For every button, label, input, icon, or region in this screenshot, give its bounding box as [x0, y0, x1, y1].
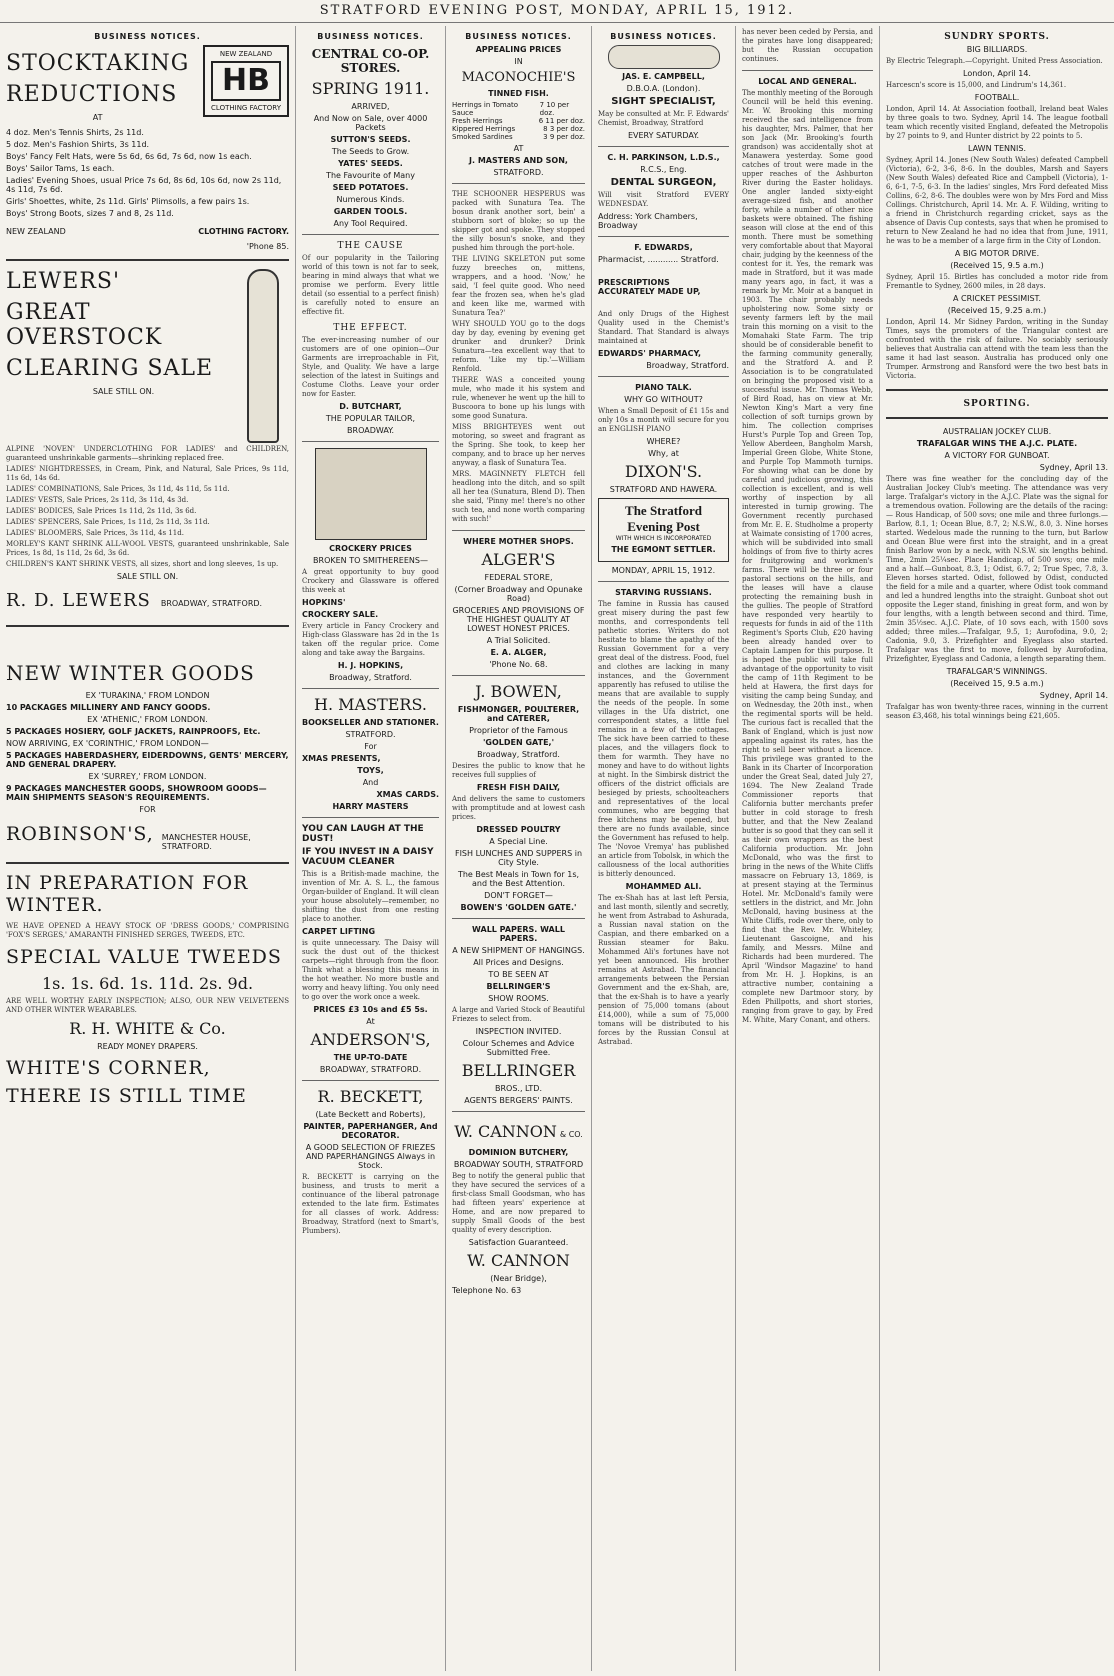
garden-tools: GARDEN TOOLS.: [333, 207, 408, 216]
tea-ad: THE LIVING SKELETON put some fuzzy breeches on, mittens, wrappers, and a hood. 'Now,' he said, 'I feel quite good. Who need fear the frozen sea, when he's glad and keen like me, warmed with Sunatura Tea?': [452, 255, 585, 317]
algers: ALGER'S: [481, 550, 556, 569]
fish-name: Fresh Herrings: [452, 117, 503, 125]
in: IN: [514, 57, 523, 66]
whites-corner: WHITE'S CORNER,: [6, 1057, 211, 1079]
stratford: STRATFORD.: [493, 168, 544, 177]
stock-item: Boys' Sailor Tams, 1s each.: [6, 164, 115, 173]
andersons: ANDERSON'S,: [310, 1030, 431, 1049]
rd-lewers: R. D. LEWERS: [6, 590, 151, 611]
harry-masters: HARRY MASTERS: [332, 802, 409, 811]
packages-1: 10 PACKAGES MILLINERY AND FANCY GOODS.: [6, 703, 211, 712]
lewers-item: LADIES' BODICES, Sale Prices 1s 11d, 2s 11d, 3s 6d.: [6, 507, 197, 515]
stock-item: 5 doz. Men's Fashion Shirts, 3s 11d.: [6, 140, 150, 149]
fish-price: 7 10 per doz.: [539, 101, 570, 117]
divider: [302, 817, 439, 818]
lewers-item: MORLEY'S KANT SHRINK ALL-WOOL VESTS, guaranteed unshrinkable, Sale Prices, 1s 8d, 1s 11d, 2s 6d, 3s 6d.: [6, 540, 289, 557]
divider: [598, 581, 729, 582]
will-visit: Will visit Stratford EVERY WEDNESDAY.: [598, 191, 729, 208]
divider: [452, 675, 585, 676]
fish-price: 6 11 per doz.: [538, 117, 585, 125]
fish-row: [452, 133, 585, 141]
fish-price: 3 9 per doz.: [543, 133, 585, 141]
tennis-body: Sydney, April 14. Jones (New South Wales) defeated Campbell (Victoria), 6-2, 3-6, 8-6. In the doubles, Marsh and Sayers (New South Wales) defeated Rice and Campbell (Victoria), 1-6, 6-1, 7-5, 6-3. In the ladies' singles, Mrs Ford defeated Miss Collins, 6-2, 8-6. The doubles were won by Mrs Ford and Miss Collings. Christchurch, April 14. Mr. A. F. Wilding, writing to a friend in Christchurch regarding cricket, says as the absence of Davis Cup contests, says that when he promised to return to New Zealand he had no idea that from June, 1911, he was to be a member of a large firm in the City of London.: [886, 156, 1108, 245]
on-sale: And Now on Sale, over 4000 Packets: [313, 114, 428, 132]
rcs: R.C.S., Eng.: [640, 165, 687, 174]
mother-shops: WHERE MOTHER SHOPS.: [463, 537, 574, 546]
mohammed-ali: MOHAMMED ALI.: [625, 882, 702, 891]
consulted: May be consulted at Mr. F. Edwards' Chemist, Broadway, Stratford: [598, 110, 729, 127]
the-effect: THE EFFECT.: [333, 323, 408, 333]
favourite: The Favourite of Many: [326, 171, 415, 180]
edwards: F. EDWARDS,: [634, 243, 693, 252]
racing-body: There was fine weather for the concluding day of the Australian Jockey Club's meeting. The attendance was very large. Trafalgar's victory in the A.J.C. Plate was the signal for a tremendous ovation. Following are the details of the racing:— Rous Handicap, of 500 sovs; one mile and three furlongs.—Barlow, 8.1, 1; Ocean Blue, 8.7, 2; N.S.W., 8.0, 3. Nine horses started. Wedelous made the running to the turn, but Barlow and Ocean Blue were first into the straight, and in a great finish Barlow won by a neck, with N.S.W. six lengths behind. Time, 2min 25¼sec. Place Handicap, of 500 sovs; one mile and a half.—Gunboat, 8.3, 1; Odist, 6.7, 2; True Spec, 7.8, 3. Eleven horses started. Odist, followed by Odist, conducted the field for a mile and a quarter, where Odist took command and led a hundred lengths into the straight. Gunboat shot out opposite the Leger stand, finishing in great form, and won by four lengths, with a length between second and third. Time, 2min 35½sec. A.J.C. Plate, of 10 sovs each, with 1500 sovs added; three miles.—Trafalgar, 9.5, 1; Aurofodina, 9.0, 2; Cadonia, 9.0, 3. Prizefighter and Eyeglass also started. Trafalgar was the first to move, followed by Aurofodina, Prizefighter, Eyeglass and Cadonia, a length separating them.: [886, 475, 1108, 663]
rh-white: R. H. WHITE & Co.: [69, 1019, 226, 1038]
divider: [452, 1111, 585, 1112]
tea-ad: MISS BRIGHTEYES went out motoring, so sweet and fragrant as the Spring. She took, to keep her company, and to brace up her nerves anyway, a flask of Sunatura Tea.: [452, 423, 585, 467]
incorporated: WITH WHICH IS INCORPORATED: [615, 535, 712, 542]
late-beckett: (Late Beckett and Roberts),: [315, 1110, 426, 1119]
arrived: ARRIVED,: [351, 102, 390, 111]
masters-son: J. MASTERS AND SON,: [469, 156, 568, 165]
and-co: & CO.: [559, 1130, 583, 1139]
broadway: BROADWAY.: [347, 426, 394, 435]
column-3: [446, 26, 592, 1671]
column-6: [880, 26, 1114, 1671]
egmont-settler: THE EGMONT SETTLER.: [611, 545, 716, 554]
dominion: DOMINION BUTCHERY,: [468, 1148, 569, 1157]
cricket-pessimist: A CRICKET PESSIMIST.: [952, 294, 1042, 303]
broadway-south: BROADWAY SOUTH, STRATFORD: [453, 1160, 584, 1169]
london: London, April 14.: [963, 69, 1031, 78]
effect-body: The ever-increasing number of our customers are of one opinion—Our Garments are irreproachable in Fit, Style, and Quality. We have a large selection of the latest in Suitings and Costume Cloths. Leave your order now for Easter.: [302, 336, 439, 398]
logo-top: NEW ZEALAND: [219, 50, 273, 58]
dixons: DIXON'S.: [624, 462, 703, 481]
fish-row: [452, 117, 585, 125]
special-line: A Special Line.: [489, 837, 548, 846]
bros: BROS., LTD.: [495, 1084, 542, 1093]
lewers-item: LADIES' BLOOMERS, Sale Prices, 3s 11d, 4s 11d.: [6, 529, 184, 537]
ea-alger: E. A. ALGER,: [490, 648, 547, 657]
smithereens: BROKEN TO SMITHEREENS—: [313, 556, 428, 565]
ajc: AUSTRALIAN JOCKEY CLUB.: [942, 427, 1052, 436]
divider: [6, 259, 289, 261]
divider: [598, 376, 729, 377]
column-1: [0, 26, 296, 1671]
dressed-poultry: DRESSED POULTRY: [476, 825, 561, 834]
billiards-body: Harcescn's score is 15,000, and Lindrum's 14,361.: [886, 81, 1067, 89]
and-delivers: And delivers the same to customers with promptitude and at lowest cash prices.: [452, 795, 585, 821]
spring-1911: SPRING 1911.: [311, 79, 430, 98]
r-beckett: R. BECKETT,: [317, 1087, 424, 1106]
prescriptions: PRESCRIPTIONS ACCURATELY MADE UP,: [598, 278, 701, 296]
now-arriving: NOW ARRIVING, EX 'CORINTHIC,' FROM LONDON—: [6, 739, 209, 748]
column-2: [296, 26, 446, 1671]
inspection: INSPECTION INVITED.: [475, 1027, 562, 1036]
crockery-sale: CROCKERY SALE.: [302, 610, 379, 619]
fish-name: Herrings in Tomato Sauce: [452, 101, 519, 117]
divider: [742, 70, 873, 71]
why-at: Why, at: [648, 449, 679, 458]
hb-logo: [203, 45, 289, 117]
popular-tailor: THE POPULAR TAILOR,: [325, 414, 416, 423]
to-be-seen: TO BE SEEN AT: [488, 970, 549, 979]
sale-still-on: SALE STILL ON.: [92, 387, 155, 396]
dont-forget: DON'T FORGET—: [484, 891, 553, 900]
divider: [452, 918, 585, 919]
stock-item: Girls' Shoettes, white, 2s 11d. Girls' Plimsolls, a few pairs 1s.: [6, 197, 250, 206]
column-5: [736, 26, 880, 1671]
business-notices-header: BUSINESS NOTICES.: [317, 32, 424, 41]
divider: [598, 236, 729, 237]
trial: A Trial Solicited.: [486, 636, 551, 645]
opened-text: WE HAVE OPENED A HEAVY STOCK OF 'DRESS GOODS,' COMPRISING 'FOX'S SERGES,' AMARANTH FINISHED SERGES, TWEEDS, ETC.: [6, 922, 289, 939]
robinsons: ROBINSON'S,: [6, 823, 154, 845]
toys: TOYS,: [357, 766, 384, 775]
winnings-body: Trafalgar has won twenty-three races, winning in the current season £3,468, his total winnings being £21,605.: [886, 703, 1108, 720]
broadway-stratford: Broadway, Stratford.: [646, 361, 729, 370]
top-body: has never been ceded by Persia, and the pirates have long disappeared; but the Russian occupation continues.: [742, 28, 873, 63]
satisfaction: Satisfaction Guaranteed.: [468, 1238, 569, 1247]
reductions-heading: REDUCTIONS: [6, 82, 178, 107]
sporting: SPORTING.: [963, 399, 1031, 409]
bellringer: BELLRINGER: [461, 1061, 576, 1080]
divider: [302, 1080, 439, 1081]
broadway-stratford-2: BROADWAY, STRATFORD.: [319, 1065, 422, 1074]
stock-item: 4 doz. Men's Tennis Shirts, 2s 11d.: [6, 128, 144, 137]
good-selection: A GOOD SELECTION OF FRIEZES AND PAPERHANGINGS Always in Stock.: [305, 1143, 436, 1170]
at: AT: [513, 144, 524, 153]
divider: [302, 441, 439, 442]
divider: [6, 625, 289, 627]
starving-russians: STARVING RUSSIANS.: [615, 588, 712, 597]
pessimist-body: London, April 14. Mr Sidney Pardon, writing in the Sunday Times, says the promoters of the Triangular contest are confronted with the risk of failure. No sociably seriously believes that Australia can attend with the team less than the same it had last season. Australia has produced only one Trumper. Armstrong and Ransford were the two best bats in Victoria.: [886, 318, 1108, 380]
lewers-item: CHILDREN'S KANT SHRINK VESTS, all sizes, short and long sleeves, 1s up.: [6, 560, 279, 568]
xmas-presents: XMAS PRESENTS,: [302, 754, 381, 763]
gunboat: A VICTORY FOR GUNBOAT.: [944, 451, 1050, 460]
federal-store: FEDERAL STORE,: [484, 573, 553, 582]
received-1: (Received 15, 9.5 a.m.): [950, 261, 1044, 270]
for-label: FOR: [139, 805, 156, 814]
lewers-item: LADIES' VESTS, Sale Prices, 2s 11d, 3s 11d, 4s 3d.: [6, 496, 189, 504]
starving-body: The famine in Russia has caused great misery during the past few months, and correspondents tell pathetic stories. Writers do not hesitate to blame the apathy of the Russian Government for a very great deal of the distress. Food, fuel and clothes are lacking in many instances, and the Government apparently has refused to utilise the means that are available to supply the needs of the people. In some villages in the Ufa district, one correspondent states, a little fuel remains in a few of the cottages. The sick have been carried to these places, and the villagers flock to them for warmth. They have no money and have to do without lights at night. In the Simbirsk district the officers of the district officials are besieged by priests, schoolteachers and representatives of the local communes, who are begging that free kitchens may be opened, but there are no funds available, since the Government has refused to help. The 'Novoe Vremya' has published an article from Tobolsk, in which the callousness of the local authorities is bitterly denounced.: [598, 600, 729, 878]
ex-surrey: EX 'SURREY,' FROM LONDON.: [88, 772, 207, 781]
carpet-body: is quite unnecessary. The Daisy will suck the dust out of the thickest carpets—right through from the floor. Think what a blessing this means in the hot weather. No more bustle and worry and heavy lifting. You only need to go over the work once a week.: [302, 939, 439, 1001]
j-bowen: J. BOWEN,: [475, 682, 562, 701]
maconochie: MACONOCHIE'S: [461, 70, 576, 85]
divider: [6, 862, 289, 864]
lewers-item: ALPINE 'NOVEN' UNDERCLOTHING FOR LADIES' and CHILDREN, guaranteed unshrinkable garments—shrinking replaced free.: [6, 445, 289, 462]
new-shipment: A NEW SHIPMENT OF HANGINGS.: [452, 946, 585, 955]
tweed-prices: 1s. 1s. 6d. 1s. 11d. 2s. 9d.: [41, 974, 254, 993]
large-stock: A large and Varied Stock of Beautiful Friezes to select from.: [452, 1006, 585, 1023]
mohammed-body: The ex-Shah has at last left Persia, and last month, silently and secretly, he went from Astrabad to Ashurada, a Russian naval station on the Caspian, and there embarked on a Russian steamer for Baku. Mohammed Ali's fortunes have not yet been announced. His brother remains at Astrabad. The financial arrangements between the Persian Government and the ex-Shah, are, that the ex-Shah is to have a yearly pension of 75,000 tomans (about £14,000), while a sum of 75,000 tomans will be distributed to his forces by the Russian Consul at Astrabad.: [598, 894, 729, 1046]
phone: 'Phone No. 68.: [489, 660, 548, 669]
xmas-cards: XMAS CARDS.: [376, 790, 439, 799]
fresh-fish: FRESH FISH DAILY,: [476, 783, 561, 792]
desires: Desires the public to know that he receives full supplies of: [452, 762, 585, 779]
the-cause: THE CAUSE: [337, 241, 404, 251]
worthy-text: ARE WELL WORTHY EARLY INSPECTION; ALSO, OUR NEW VELVETEENS AND OTHER WINTER WEARABLES.: [6, 997, 289, 1014]
tea-ad: THE SCHOONER HESPERUS was packed with Sunatura Tea. The bosun drank another sort, bein' a stubborn sort of bloke; so up the skipper got and spoke. They stopped the silly bosun's snoke, and they pushed him through the port-hole.: [452, 190, 585, 252]
broadway-stratford: Broadway, Stratford.: [477, 750, 560, 759]
phone: 'Phone 85.: [246, 242, 289, 251]
cause-body: Of our popularity in the Tailoring world of this town is not far to seek, bearing in mind always that what we promise we perform. Every little detail (so essential to a perfect finish) is carefully noted to ensure an effective fit.: [302, 254, 439, 316]
trafalgar-wins: TRAFALGAR WINS THE A.J.C. PLATE.: [916, 439, 1078, 448]
bellringers: BELLRINGER'S: [486, 982, 551, 991]
column-4: [592, 26, 736, 1671]
corner: (Corner Broadway and Opunake Road): [454, 585, 583, 603]
for: For: [364, 742, 377, 751]
invest-heading: IF YOU INVEST IN A DAISY VACUUM CLEANER: [302, 847, 434, 867]
at-label: AT: [92, 113, 103, 122]
invest-body: This is a British-made machine, the invention of Mr. A. S. L., the famous Organ-builder of England. It will clean your house absolutely—remember, no shifting the dust from one resting place to another.: [302, 870, 439, 923]
nz-footer: NEW ZEALAND: [6, 227, 66, 236]
every-saturday: EVERY SATURDAY.: [627, 131, 700, 140]
wall-papers: WALL PAPERS. WALL PAPERS.: [472, 925, 565, 943]
crockery-prices: CROCKERY PRICES: [329, 544, 412, 553]
crockery-illustration: [315, 448, 427, 540]
tinned-fish: TINNED FISH.: [488, 89, 549, 98]
stock-item: Ladies' Evening Shoes, usual Price 7s 6d, 8s 6d, 10s 6d, now 2s 11d, 4s 11d, 7s 6d.: [6, 176, 282, 194]
factory-footer: CLOTHING FACTORY.: [198, 227, 289, 236]
appealing-prices: APPEALING PRICES: [475, 45, 562, 54]
where: WHERE?: [646, 437, 681, 446]
divider: [886, 417, 1108, 419]
divider: [302, 688, 439, 689]
sale-still-on-2: SALE STILL ON.: [116, 572, 179, 581]
butchart: D. BUTCHART,: [339, 402, 402, 411]
ex-turakina: EX 'TURAKINA,' FROM LONDON: [85, 691, 210, 700]
any-tool: Any Tool Required.: [333, 219, 408, 228]
best: The Seeds to Grow.: [331, 147, 410, 156]
painter: PAINTER, PAPERHANGER, And DECORATOR.: [303, 1122, 438, 1140]
ex-athenic: EX 'ATHENIC,' FROM LONDON.: [87, 715, 208, 724]
dental-surgeon: DENTAL SURGEON,: [610, 177, 717, 188]
tweeds-heading: SPECIAL VALUE TWEEDS: [6, 946, 282, 968]
tea-ad: WHY SHOULD YOU go to the dogs day by day, evening by evening get drunker and drunker? Drink Sunatura—tea excellent way that to reform. 'Like my tip.'—William Renfold.: [452, 320, 585, 373]
and-only: And only Drugs of the Highest Quality used in the Chemist's Standard. That Standard is always maintained at: [598, 310, 729, 345]
big-billiards: BIG BILLIARDS.: [966, 45, 1028, 54]
lewers-heading: LEWERS': [6, 269, 121, 294]
lewers-item: LADIES' NIGHTDRESSES, in Cream, Pink, and Natural, Sale Prices, 9s 11d, 11s 6d, 14s 6d.: [6, 465, 289, 482]
business-notices-header: BUSINESS NOTICES.: [610, 32, 717, 41]
spectacles-illustration: [608, 45, 720, 69]
divider: [886, 389, 1108, 391]
lewers-item: LADIES' COMBINATIONS, Sale Prices, 3s 11d, 4s 11d, 5s 11d.: [6, 485, 230, 493]
clearing-heading: CLEARING SALE: [6, 356, 214, 381]
best-meals: The Best Meals in Town for 1s, and the Best Attention.: [457, 870, 580, 888]
football: FOOTBALL.: [974, 93, 1020, 102]
proprietor: Proprietor of the Famous: [469, 726, 568, 735]
received-3: (Received 15, 9.5 a.m.): [950, 679, 1044, 688]
golden-gate: 'GOLDEN GATE,': [482, 738, 555, 747]
overstock-heading: GREAT OVERSTOCK: [6, 300, 163, 350]
fish-name: Kippered Herrings: [452, 125, 516, 133]
crockery-body: A great opportunity to buy good Crockery and Glassware is offered this week at: [302, 568, 439, 594]
paper-title: The Stratford Evening Post: [625, 503, 702, 534]
piano-body: When a Small Deposit of £1 15s and only 10s a month will secure for you an ENGLISH PIANO: [598, 407, 729, 433]
tea-ad: THERE WAS a conceited young mule, who made it his system and rule, whenever he went up the hill to Buscoora to bone up his lungs with some good Sunatura.: [452, 376, 585, 420]
telegraph: By Electric Telegraph.—Copyright. United Press Association.: [886, 57, 1103, 65]
all-prices: All Prices and Designs.: [473, 958, 564, 967]
logo-bottom: CLOTHING FACTORY: [211, 104, 281, 112]
bookseller: BOOKSELLER AND STATIONER.: [302, 718, 439, 727]
trafalgars-winnings: TRAFALGAR'S WINNINGS.: [946, 667, 1048, 676]
near-bridge: (Near Bridge),: [490, 1274, 547, 1283]
fish-price: 8 3 per doz.: [543, 125, 585, 133]
telephone: Telephone No. 63: [452, 1286, 522, 1295]
motor-drive: A BIG MOTOR DRIVE.: [954, 249, 1040, 258]
broadway-stratford: Broadway, Stratford.: [329, 673, 412, 682]
divider: [302, 234, 439, 235]
stock-item: Boys' Fancy Felt Hats, were 5s 6d, 6s 6d, 7s 6d, now 1s each.: [6, 152, 252, 161]
sydney-14: Sydney, April 14.: [1039, 691, 1108, 700]
showrooms: SHOW ROOMS.: [488, 994, 549, 1003]
stratford-hawera: STRATFORD AND HAWERA.: [609, 485, 718, 494]
sundry-sports: SUNDRY SPORTS.: [944, 32, 1050, 42]
stock-item: Boys' Strong Boots, sizes 7 and 8, 2s 11d.: [6, 209, 174, 218]
yates: YATES' SEEDS.: [338, 159, 403, 168]
fish-row: [452, 125, 585, 133]
football-body: London, April 14. At Association football, Ireland beat Wales by three goals to two. Sydney, April 14. The league football team which recently visited England, defeated the Metropolis by 27 points to 9, and Hunter district by 22 points to 5.: [886, 105, 1108, 140]
new-winter-goods: NEW WINTER GOODS: [6, 661, 255, 685]
w-cannon: W. CANNON: [454, 1122, 557, 1141]
suttons: SUTTON'S SEEDS.: [330, 135, 411, 144]
parkinson: C. H. PARKINSON, L.D.S.,: [607, 153, 720, 162]
crockery-body-2: Every article in Fancy Crockery and High-class Glassware has 2d in the 1s taken off the regular price. Come along and take away the Bargains.: [302, 622, 439, 657]
lawn-tennis: LAWN TENNIS.: [967, 144, 1026, 153]
sight-specialist: SIGHT SPECIALIST,: [611, 96, 716, 107]
w-cannon-2: W. CANNON: [467, 1251, 570, 1270]
h-masters: H. MASTERS.: [314, 695, 427, 714]
packages-3: 5 PACKAGES HABERDASHERY, EIDERDOWNS, GENTS' MERCERY, AND GENERAL DRAPERY.: [6, 751, 289, 769]
seed-potatoes: SEED POTATOES.: [332, 183, 409, 192]
divider: [598, 146, 729, 147]
cannon-body: Beg to notify the general public that they have secured the services of a first-class Small Goodsman, who has had fifteen years' experience at Home, and are now prepared to supply Small Goods of the best quality of every description.: [452, 1172, 585, 1234]
bowens-gate: BOWEN'S 'GOLDEN GATE.': [460, 903, 577, 912]
business-notices-header: BUSINESS NOTICES.: [465, 32, 572, 41]
colour-schemes: Colour Schemes and Advice Submitted Free.: [462, 1039, 575, 1057]
stratford: STRATFORD.: [345, 730, 396, 739]
central-coop: CENTRAL CO-OP. STORES.: [311, 47, 430, 75]
motor-body: Sydney, April 15. Birtles has concluded a motor ride from Fremantle to Sydney, 2600 miles, in 28 days.: [886, 273, 1108, 290]
business-notices-header: BUSINESS NOTICES.: [94, 32, 201, 41]
and: And: [362, 778, 379, 787]
sydney-13: Sydney, April 13.: [1039, 463, 1108, 472]
agents: AGENTS BERGERS' PAINTS.: [464, 1096, 573, 1105]
piano-talk: PIANO TALK.: [635, 383, 692, 392]
beckett-body: R. BECKETT is carrying on the business, and trusts to merit a continuance of the liberal patronage extended to the late firm. Estimates for all classes of work. Address: Broadway, Stratford (next to Smart's, Plumbers).: [302, 1173, 439, 1235]
lewers-item: LADIES' SPENCERS, Sale Prices, 1s 11d, 2s 11d, 3s 11d.: [6, 518, 210, 526]
fish-row: [452, 101, 585, 117]
paper-date: MONDAY, APRIL 15, 1912.: [611, 566, 716, 575]
local-general: LOCAL AND GENERAL.: [758, 77, 857, 86]
at: At: [366, 1017, 375, 1026]
prices: PRICES £3 10s and £5 5s.: [313, 1005, 428, 1014]
stocktaking-heading: STOCKTAKING: [6, 51, 190, 76]
logo-mid: HB: [211, 61, 281, 101]
groceries: GROCERIES AND PROVISIONS OF THE HIGHEST QUALITY AT LOWEST HONEST PRICES.: [452, 606, 585, 633]
dboa: D.B.O.A. (London).: [626, 84, 701, 93]
hj-hopkins: H. J. HOPKINS,: [337, 661, 404, 670]
page-masthead: STRATFORD EVENING POST, MONDAY, APRIL 15, 1912.: [0, 0, 1114, 23]
divider: [452, 183, 585, 184]
fishmonger: FISHMONGER, POULTERER, and CATERER,: [457, 705, 580, 723]
carpet-lifting: CARPET LIFTING: [302, 927, 376, 936]
edwards-pharmacy: EDWARDS' PHARMACY,: [598, 349, 701, 358]
packages-4: 9 PACKAGES MANCHESTER GOODS, SHOWROOM GOODS—MAIN SHIPMENTS SEASON'S REQUIREMENTS.: [6, 784, 267, 802]
ready-money: READY MONEY DRAPERS.: [97, 1042, 198, 1051]
manchester-house: MANCHESTER HOUSE, STRATFORD.: [161, 833, 251, 851]
received-2: (Received 15, 9.25 a.m.): [947, 306, 1047, 315]
tea-ad: MRS. MAGINNETY FLETCH fell headlong into the ditch, and so spilt all her tea (Sunatura, Blend D). Then she said, 'Pinny me! there's no other such tea, and none worth comparing with such!': [452, 470, 585, 523]
why-go-without: WHY GO WITHOUT?: [624, 395, 703, 404]
divider: [452, 530, 585, 531]
lunches: FISH LUNCHES AND SUPPERS in City Style.: [454, 849, 583, 867]
campbell: JAS. E. CAMPBELL,: [622, 72, 705, 81]
fish-name: Smoked Sardines: [452, 133, 513, 141]
laugh-heading: YOU CAN LAUGH AT THE DUST!: [302, 824, 424, 844]
preparation-heading: IN PREPARATION FOR WINTER.: [6, 872, 249, 916]
fashion-figure-illustration: [247, 269, 279, 443]
pharmacist: Pharmacist, ............ Stratford.: [598, 255, 719, 264]
local-body: The monthly meeting of the Borough Council will be held this evening. Mr. W. Brooking this morning received the sad intelligence from his daughter, Mrs. Palmer, that her son Jack (Mr. Brooking's fourth grandson) was accidentally shot at Manawera yesterday. Some good catches of trout were made in the upper reaches of the Ashburton River during the Easter holidays. One angler landed sixty-eight average-sized fish, and another forty, while a number of other nice baskets were obtained. The fishing season will close at the end of this month. There must be something very comfortable about that Mayoral chair, judging by the keenness of the contest for it. Yes, the remark was made in Stratford, but it was made many years ago, in fact, it was a remark by Mr. Moir at a banquet in 1903. The chair probably needs upholstering now. Some sixty or seventy farmers left by the mail train this morning on a visit to the Momahaki State Farm. The trip should be of considerable benefit to the farming community generally, and the Stratford A. and P. Association is to be congratulated on bringing the proposed visit to a successful issue. Mr. Thomas Webb, of Bird Road, has on view at Mr. Newton King's Mart a very fine collection of soft turnips grown by him. The collection comprises Hurst's Purple Top and Green Top, Yellow Aberdeen, Bangholm Marsh, Imperial Green Globe, White Stone, and Purple Top Mammoth turnips. For showing what can be done by careful and judicious growing, this collection is excellent, and is well worthy of inspection by all interested in turnip growing. The Government recently purchased from Mr. E. E. Studholme a property at Waimate consisting of 1700 acres, which will be subdivided into small holdings of from five to thirty acres for fruitgrowing and workmen's farms. There will be three or four pastoral sections on the hills, and the leases will have a clause protecting the remaining bush in the gullies. The people of Stratford have responded very heartily to requests for funds in aid of the 11th Regiment's Sports Club, £20 having been already handed over to Captain Lampen for this purpose. It is hoped the public will take full advantage of the opportunity to visit the camp of 11th Regiment to be held at Hawera, the first days for visiting the camp being Sunday, and on Wednesday, the 20th inst., when the regimental sports will be held. The curious fact is recalled that the Bank of England, which is just now appealing against its rates, has the right to sell beer without a licence. This privilege was granted to the Bank in its Charter of Incorporation under the Great Seal, dated July 27, 1694. The New Zealand Trade Commissioner reports that California butter merchants prefer butter in cold storage to fresh butter, and that the New Zealand butter is so good that they can sell it as their own wrappers as the best California production. Mr. John McDonald, who was the first to bring in the news of the White Cliffs massacre on February 13, 1869, is at present staying at the Terminus Hotel. Mr. McDonald's family were settlers in the district, and Mr. John McDonald, having business at the White Cliffs, rode over there, only to find that the Rev. Mr. Whiteley, Lieutenant Gascoigne, and his family, and Messrs. Milne and Richards had been murdered. The April 'Windsor Magazine' to hand from Mr. H. J. Hopkins, is an attractive number, containing a complete new Dartmoor story, by Eden Phillpotts, and short stories, ranging from grave to gay, by Fred M. White, Mary Conant, and others.: [742, 89, 874, 1024]
packages-2: 5 PACKAGES HOSIERY, GOLF JACKETS, RAINPROOFS, Etc.: [6, 727, 261, 736]
up-to-date: THE UP-TO-DATE: [333, 1053, 408, 1062]
paper-masthead: [598, 498, 729, 562]
address: Address: York Chambers, Broadway: [598, 212, 698, 230]
broadway-stratford: BROADWAY, STRATFORD.: [160, 599, 263, 608]
still-time: THERE IS STILL TIME: [6, 1085, 247, 1107]
numerous: Numerous Kinds.: [336, 195, 405, 204]
hopkins: HOPKINS': [302, 598, 346, 607]
